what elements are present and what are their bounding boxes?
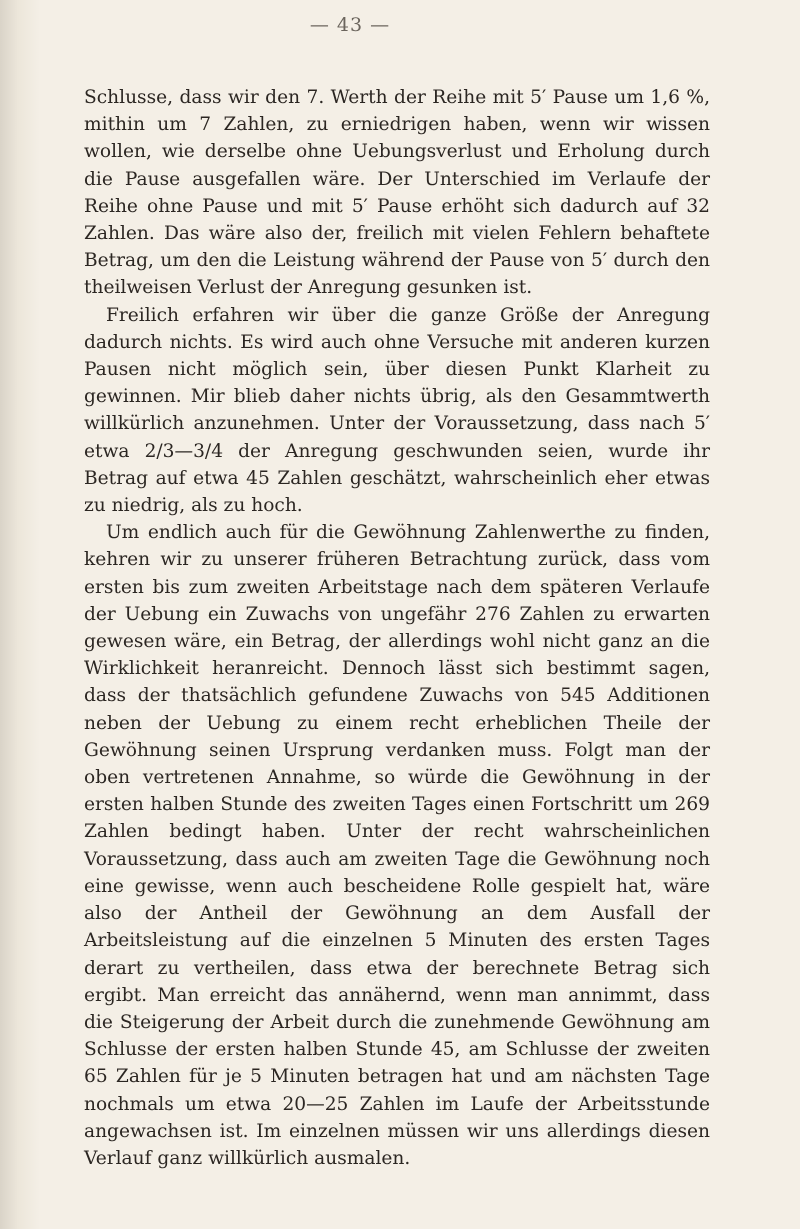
page-number: — 43 —: [309, 14, 391, 36]
paragraph-1: [84, 84, 710, 302]
paragraph-2: [84, 302, 710, 520]
paragraph-3: [84, 519, 710, 1172]
body-text: [84, 84, 710, 1172]
paragraph-3-text: Um endlich auch für die Gewöhnung Zahlenwerthe zu finden, kehren wir zu unserer früheren Betrachtung zurück, dass vom ersten bis zum zweiten Arbeitstage nach dem späteren Verlaufe der Uebung ein Zuwachs von ungefähr 276 Zahlen zu erwarten gewesen wäre, ein Betrag, der allerdings wohl nicht ganz an die Wirklichkeit heranreicht. Dennoch lässt sich bestimmt sagen, dass der thatsächlich gefundene Zuwachs von 545 Additionen neben der Uebung zu einem recht erheblichen Theile der Gewöhnung seinen Ursprung verdanken muss. Folgt man der oben vertretenen Annahme, so würde die Gewöhnung in der ersten halben Stunde des zweiten Tages einen Fortschritt um 269 Zahlen bedingt haben. Unter der recht wahrscheinlichen Voraussetzung, dass auch am zweiten Tage die Gewöhnung noch eine gewisse, wenn auch bescheidene Rolle gespielt hat, wäre also der Antheil der Gewöhnung an dem Ausfall der Arbeitsleistung auf die einzelnen 5 Minuten des ersten Tages derart zu vertheilen, dass etwa der berechnete Betrag sich ergibt. Man erreicht das annähernd, wenn man annimmt, dass die Steigerung der Arbeit durch die zunehmende Gewöhnung am Schlusse der ersten halben Stunde 45, am Schlusse der zweiten 65 Zahlen für je 5 Minuten betragen hat und am nächsten Tage nochmals um etwa 20—25 Zahlen im Laufe der Arbeitsstunde angewachsen ist. Im einzelnen müssen wir uns allerdings diesen Verlauf ganz willkürlich ausmalen.: [84, 522, 710, 1169]
paragraph-1-text: Schlusse, dass wir den 7. Werth der Reihe mit 5′ Pause um 1,6 %, mithin um 7 Zahlen, zu erniedrigen haben, wenn wir wissen wollen, wie derselbe ohne Uebungsverlust und Erholung durch die Pause ausgefallen wäre. Der Unterschied im Verlaufe der Reihe ohne Pause und mit 5′ Pause erhöht sich dadurch auf 32 Zahlen. Das wäre also der, freilich mit vielen Fehlern behaftete Betrag, um den die Leistung während der Pause von 5′ durch den theilweisen Verlust der Anregung gesunken ist.: [84, 87, 710, 299]
paragraph-2-text: Freilich erfahren wir über die ganze Größe der Anregung dadurch nichts. Es wird auch ohne Versuche mit anderen kurzen Pausen nicht möglich sein, über diesen Punkt Klarheit zu gewinnen. Mir blieb daher nichts übrig, als den Gesammtwerth willkürlich anzunehmen. Unter der Voraussetzung, dass nach 5′ etwa 2/3—3/4 der Anregung geschwunden seien, wurde ihr Betrag auf etwa 45 Zahlen geschätzt, wahrscheinlich eher etwas zu niedrig, als zu hoch.: [84, 304, 710, 517]
